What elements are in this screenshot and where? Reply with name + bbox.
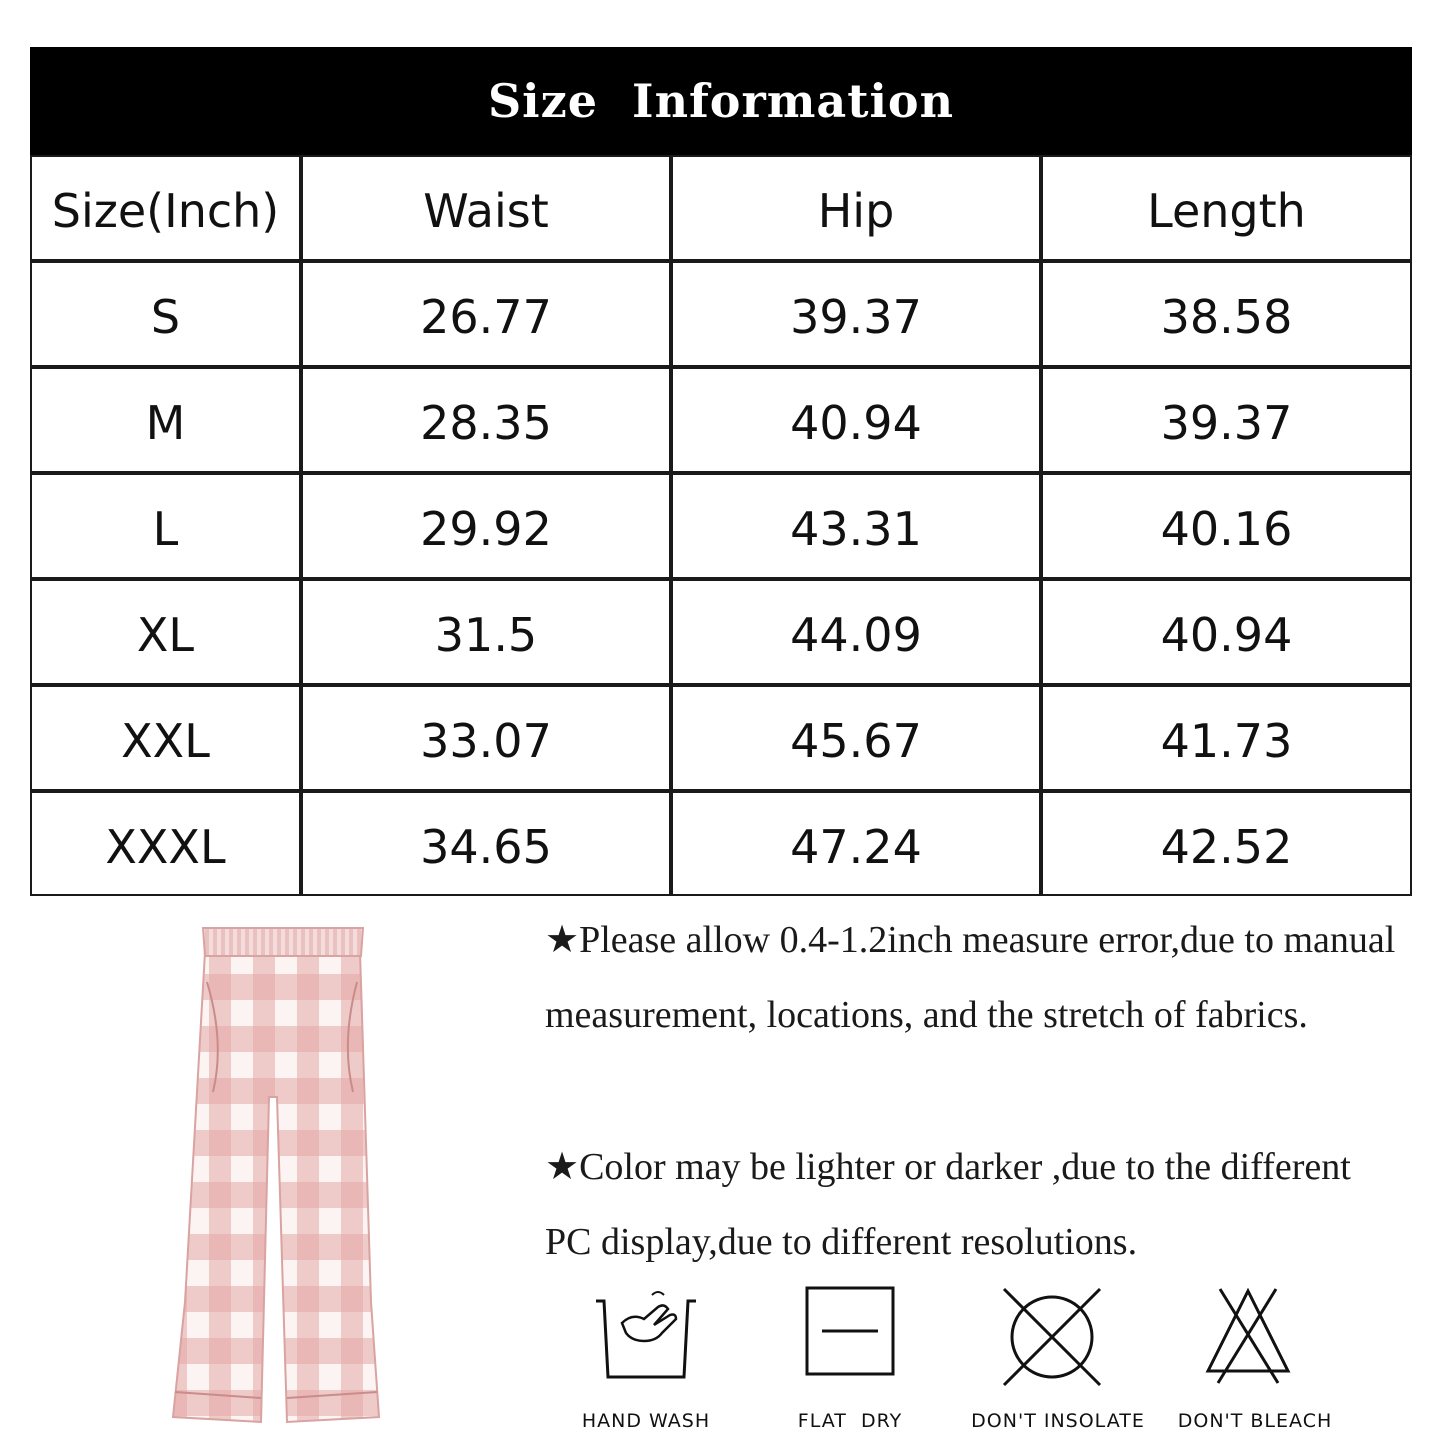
table-cell: L xyxy=(30,473,301,579)
table-cell: 41.73 xyxy=(1041,685,1412,791)
table-cell: S xyxy=(30,261,301,367)
table-cell: 39.37 xyxy=(671,261,1041,367)
table-cell: 31.5 xyxy=(301,579,671,685)
table-cell: XXXL xyxy=(30,791,301,896)
table-cell: 40.94 xyxy=(1041,579,1412,685)
table-cell: 26.77 xyxy=(301,261,671,367)
table-cell: 29.92 xyxy=(301,473,671,579)
header-hip: Hip xyxy=(671,155,1041,261)
dont-bleach-label: DON'T BLEACH xyxy=(1177,1410,1333,1432)
dont-insolate-label: DON'T INSOLATE xyxy=(971,1410,1145,1432)
table-cell: 40.16 xyxy=(1041,473,1412,579)
table-cell: 42.52 xyxy=(1041,791,1412,896)
header-waist: Waist xyxy=(301,155,671,261)
table-cell: 47.24 xyxy=(671,791,1041,896)
table-cell: 33.07 xyxy=(301,685,671,791)
table-cell: XL xyxy=(30,579,301,685)
table-cell: XXL xyxy=(30,685,301,791)
table-cell: 39.37 xyxy=(1041,367,1412,473)
color-note: ★Color may be lighter or darker ,due to the different PC display,due to different resolutions. xyxy=(545,1146,1351,1263)
flat-dry-icon xyxy=(804,1285,896,1377)
header-length: Length xyxy=(1041,155,1412,261)
header-size: Size(Inch) xyxy=(30,155,301,261)
table-cell: M xyxy=(30,367,301,473)
table-cell: 34.65 xyxy=(301,791,671,896)
table-cell: 43.31 xyxy=(671,473,1041,579)
table-cell: 38.58 xyxy=(1041,261,1412,367)
hand-wash-icon xyxy=(592,1285,700,1385)
measure-error-note: ★Please allow 0.4-1.2inch measure error,due to manual measurement, locations, and the stretch of fabrics. xyxy=(545,919,1396,1036)
dont-bleach-icon xyxy=(1202,1285,1294,1385)
table-cell: 28.35 xyxy=(301,367,671,473)
dont-insolate-icon xyxy=(1000,1285,1104,1389)
hand-wash-label: HAND WASH xyxy=(581,1410,711,1432)
table-cell: 45.67 xyxy=(671,685,1041,791)
plaid-pants-image xyxy=(165,922,385,1427)
flat-dry-label: FLAT DRY xyxy=(797,1410,903,1432)
table-cell: 44.09 xyxy=(671,579,1041,685)
table-cell: 40.94 xyxy=(671,367,1041,473)
size-information-title: Size Information xyxy=(30,47,1412,155)
